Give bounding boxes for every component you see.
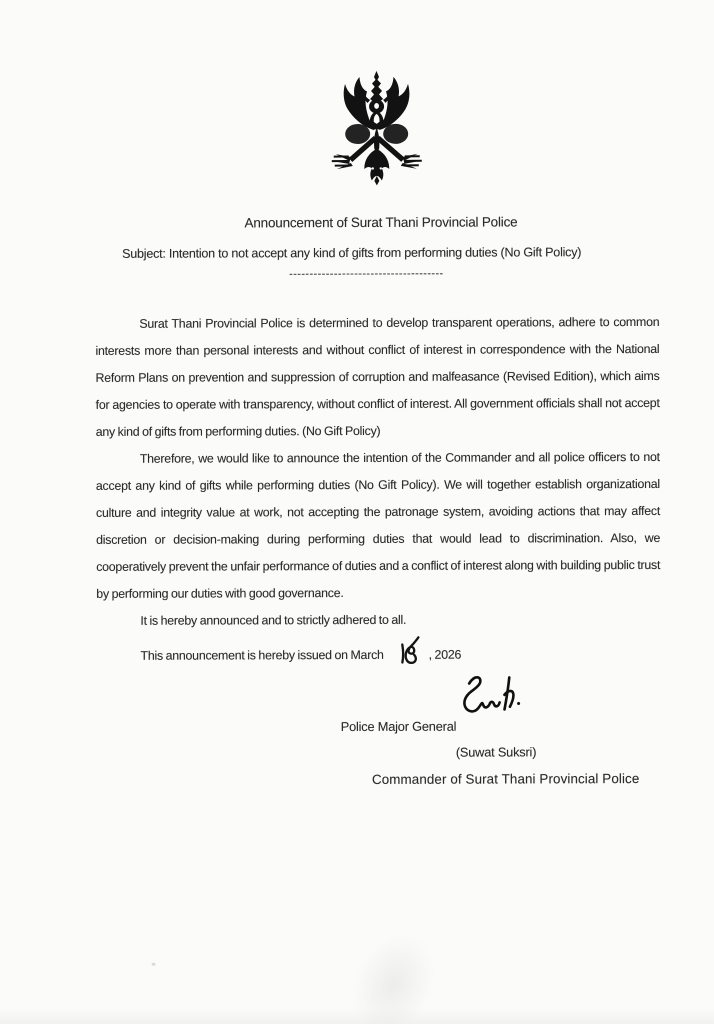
- document-subject: Subject: Intention to not accept any kind of gifts from performing duties (No Gift Policy): [122, 245, 582, 261]
- signatory-name: (Suwat Suksri): [455, 744, 537, 760]
- paragraph-1: Surat Thani Provincial Police is determined to develop transparent operations, adhere to common interests more than personal interests and without conflict of interest in correspondence with the National Reform Plans on prevention and suppression of corruption and malfeasance (Revised Edition), which aims for agencies to operate with transparency, without conflict of interest. All government officials shall not accept any kind of gifts from performing duties. (No Gift Policy): [95, 314, 660, 439]
- document-title: Announcement of Surat Thani Provincial Police: [244, 214, 518, 231]
- separator-dashes: --------------------------------------: [289, 267, 444, 281]
- garuda-emblem-icon: [328, 70, 424, 186]
- closing-line: It is hereby announced and to strictly adhered to all.: [140, 612, 407, 628]
- signatory-rank: Police Major General: [340, 718, 457, 735]
- issued-suffix: , 2026: [428, 647, 462, 662]
- scan-dot-artifact: [152, 963, 156, 966]
- scan-smudge-artifact: [335, 918, 453, 1024]
- document-body: [95, 309, 660, 670]
- handwritten-day: [395, 634, 425, 668]
- signature-handwriting: [450, 671, 526, 721]
- signatory-position: Commander of Surat Thani Provincial Police: [371, 771, 640, 787]
- issued-prefix: This announcement is hereby issued on March: [140, 647, 384, 663]
- paragraph-2: Therefore, we would like to announce the intention of the Commander and all police officers to not accept any kind of gifts while performing duties (No Gift Policy). We will together establish organizational culture and integrity value at work, not accepting the patronage system, avoiding actions that may affect discretion or decision-making during performing duties that would lead to discrimination. Also, we cooperatively prevent the unfair performance of duties and a conflict of interest along with building public trust by performing our duties with good governance.: [95, 449, 661, 601]
- issued-line: [96, 633, 660, 670]
